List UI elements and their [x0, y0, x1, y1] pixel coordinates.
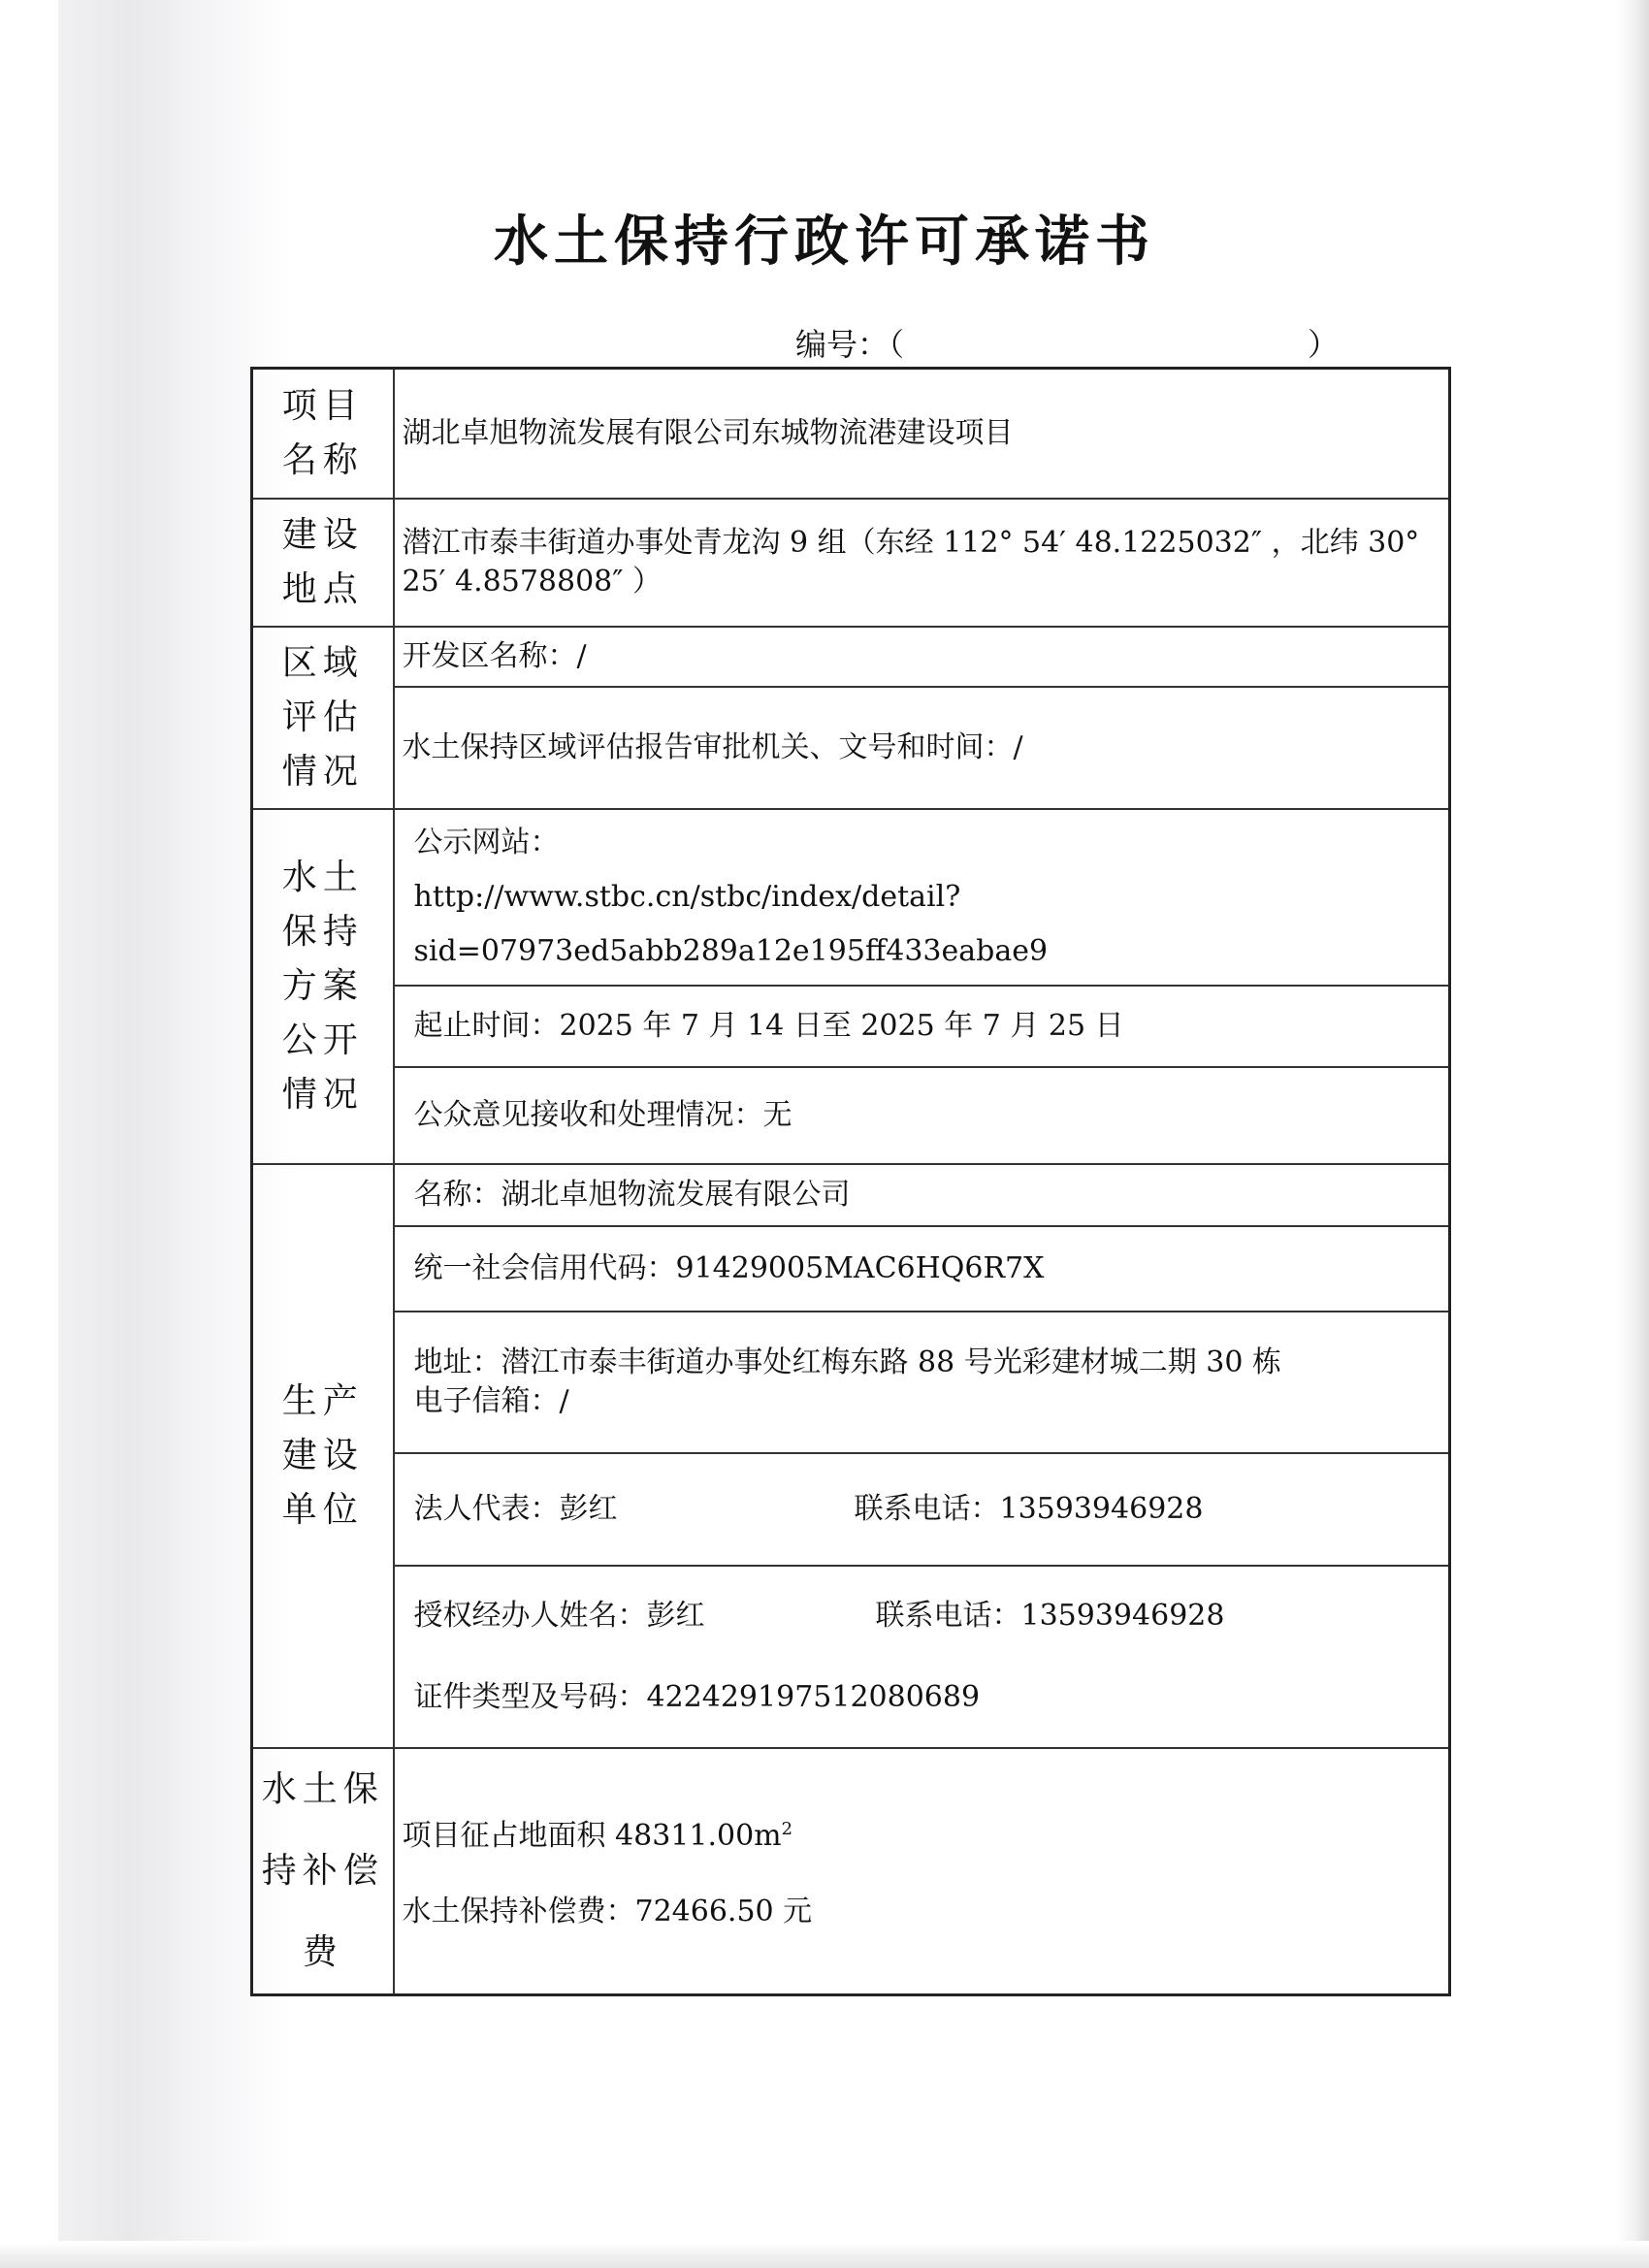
unit-name-value: 名称：湖北卓旭物流发展有限公司 — [413, 1177, 851, 1212]
address-cell — [394, 1312, 1450, 1453]
commitment-form-table — [250, 367, 1451, 1996]
label-text: 方案 — [281, 965, 364, 1006]
row-plan-period — [252, 986, 1450, 1067]
row-unit-legal-rep — [252, 1453, 1450, 1566]
label-unit — [252, 1164, 394, 1748]
area-value: 项目征占地面积 48311.00m — [402, 1819, 782, 1853]
unit-name-cell — [394, 1164, 1450, 1226]
label-text: 区域 — [281, 642, 364, 683]
label-text: 情况 — [281, 1074, 364, 1115]
label-text: 名称 — [281, 439, 364, 480]
fee-value: 水土保持补偿费：72466.50 元 — [402, 1895, 813, 1928]
address-value: 地址：潜江市泰丰街道办事处红梅东路 88 号光彩建材城二期 30 栋 — [413, 1345, 1281, 1379]
label-text: 地点 — [281, 568, 364, 609]
label-text: 生产 — [281, 1380, 364, 1421]
label-regional-assessment — [252, 627, 394, 809]
row-project-name — [252, 369, 1450, 499]
compensation-block — [395, 1786, 1449, 1956]
row-unit-name — [252, 1164, 1450, 1226]
label-text: 项目 — [281, 385, 364, 426]
id-number-value: 证件类型及号码：422429197512080689 — [413, 1679, 981, 1714]
location-cell — [394, 499, 1450, 627]
website-label: 公示网站： — [413, 825, 560, 859]
credit-code-cell — [394, 1226, 1450, 1312]
legal-rep-block — [395, 1481, 1449, 1538]
label-location — [252, 499, 394, 627]
row-unit-agent — [252, 1566, 1450, 1748]
location-line: 潜江市泰丰街道办事处青龙沟 9 组（东经 112° 54′ 48.1225032″ ，北纬 30° — [402, 525, 1420, 560]
page-edge-bottom — [0, 2241, 1649, 2268]
area-unit-sup: 2 — [781, 1819, 793, 1839]
location-value — [395, 518, 1449, 607]
row-unit-address — [252, 1312, 1450, 1453]
row-plan-feedback — [252, 1067, 1450, 1164]
label-text: 公开 — [281, 1020, 364, 1060]
document-number — [795, 320, 1339, 365]
compensation-cell — [394, 1748, 1450, 1995]
legal-rep-value: 法人代表：彭红 — [413, 1491, 618, 1526]
label-text: 水土 — [281, 857, 364, 897]
website-url: http://www.stbc.cn/stbc/index/detail?sid=07973ed5abb289a12e195ff433eabae9 — [413, 879, 1049, 968]
agent-value: 授权经办人姓名：彭红 — [413, 1598, 705, 1633]
label-plan-disclosure — [252, 809, 394, 1164]
email-value: 电子信箱：/ — [413, 1383, 569, 1418]
dev-zone-value: 开发区名称：/ — [402, 638, 587, 673]
label-text: 评估 — [281, 697, 364, 737]
period-cell — [394, 986, 1450, 1067]
legal-phone-value: 联系电话：13593946928 — [854, 1491, 1204, 1526]
agent-cell — [394, 1566, 1450, 1748]
feedback-value: 公众意见接收和处理情况：无 — [413, 1097, 792, 1132]
feedback-cell — [394, 1067, 1450, 1164]
approval-cell — [394, 687, 1450, 809]
row-compensation — [252, 1748, 1450, 1995]
number-label: 编号：（ — [795, 326, 905, 363]
label-text: 保持 — [281, 911, 364, 952]
row-unit-credit-code — [252, 1226, 1450, 1312]
label-text: 水土保 — [261, 1768, 384, 1809]
label-compensation — [252, 1748, 394, 1995]
agent-phone-value: 联系电话：13593946928 — [875, 1598, 1225, 1633]
label-project-name — [252, 369, 394, 499]
number-close: ） — [1307, 326, 1339, 363]
agent-block — [395, 1570, 1449, 1744]
label-text: 情况 — [281, 751, 364, 792]
legal-rep-cell — [394, 1453, 1450, 1566]
label-text: 持补偿 — [261, 1850, 384, 1891]
row-location — [252, 499, 1450, 627]
row-regional-approval — [252, 687, 1450, 809]
document-title: 水土保持行政许可承诺书 — [494, 210, 1155, 274]
website-cell — [394, 809, 1450, 986]
label-text: 建设 — [281, 1435, 364, 1475]
website-block — [395, 810, 1449, 985]
label-text: 费 — [302, 1931, 343, 1972]
row-plan-website — [252, 809, 1450, 986]
label-text: 建设 — [281, 514, 364, 555]
project-name-value: 湖北卓旭物流发展有限公司东城物流港建设项目 — [402, 415, 1014, 450]
row-regional-assessment — [252, 627, 1450, 687]
area-line — [403, 1792, 1441, 1874]
period-value: 起止时间：2025 年 7 月 14 日至 2025 年 7 月 25 日 — [413, 1008, 1124, 1043]
dev-zone-cell — [394, 627, 1450, 687]
project-name-cell — [394, 369, 1450, 499]
address-block — [395, 1338, 1449, 1427]
credit-code-value: 统一社会信用代码：91429005MAC6HQ6R7X — [413, 1250, 1045, 1285]
location-line: 25′ 4.8578808″ ） — [402, 564, 662, 599]
approval-value: 水土保持区域评估报告审批机关、文号和时间：/ — [402, 729, 1023, 764]
page-edge — [1616, 0, 1649, 2268]
label-text: 单位 — [281, 1489, 364, 1530]
